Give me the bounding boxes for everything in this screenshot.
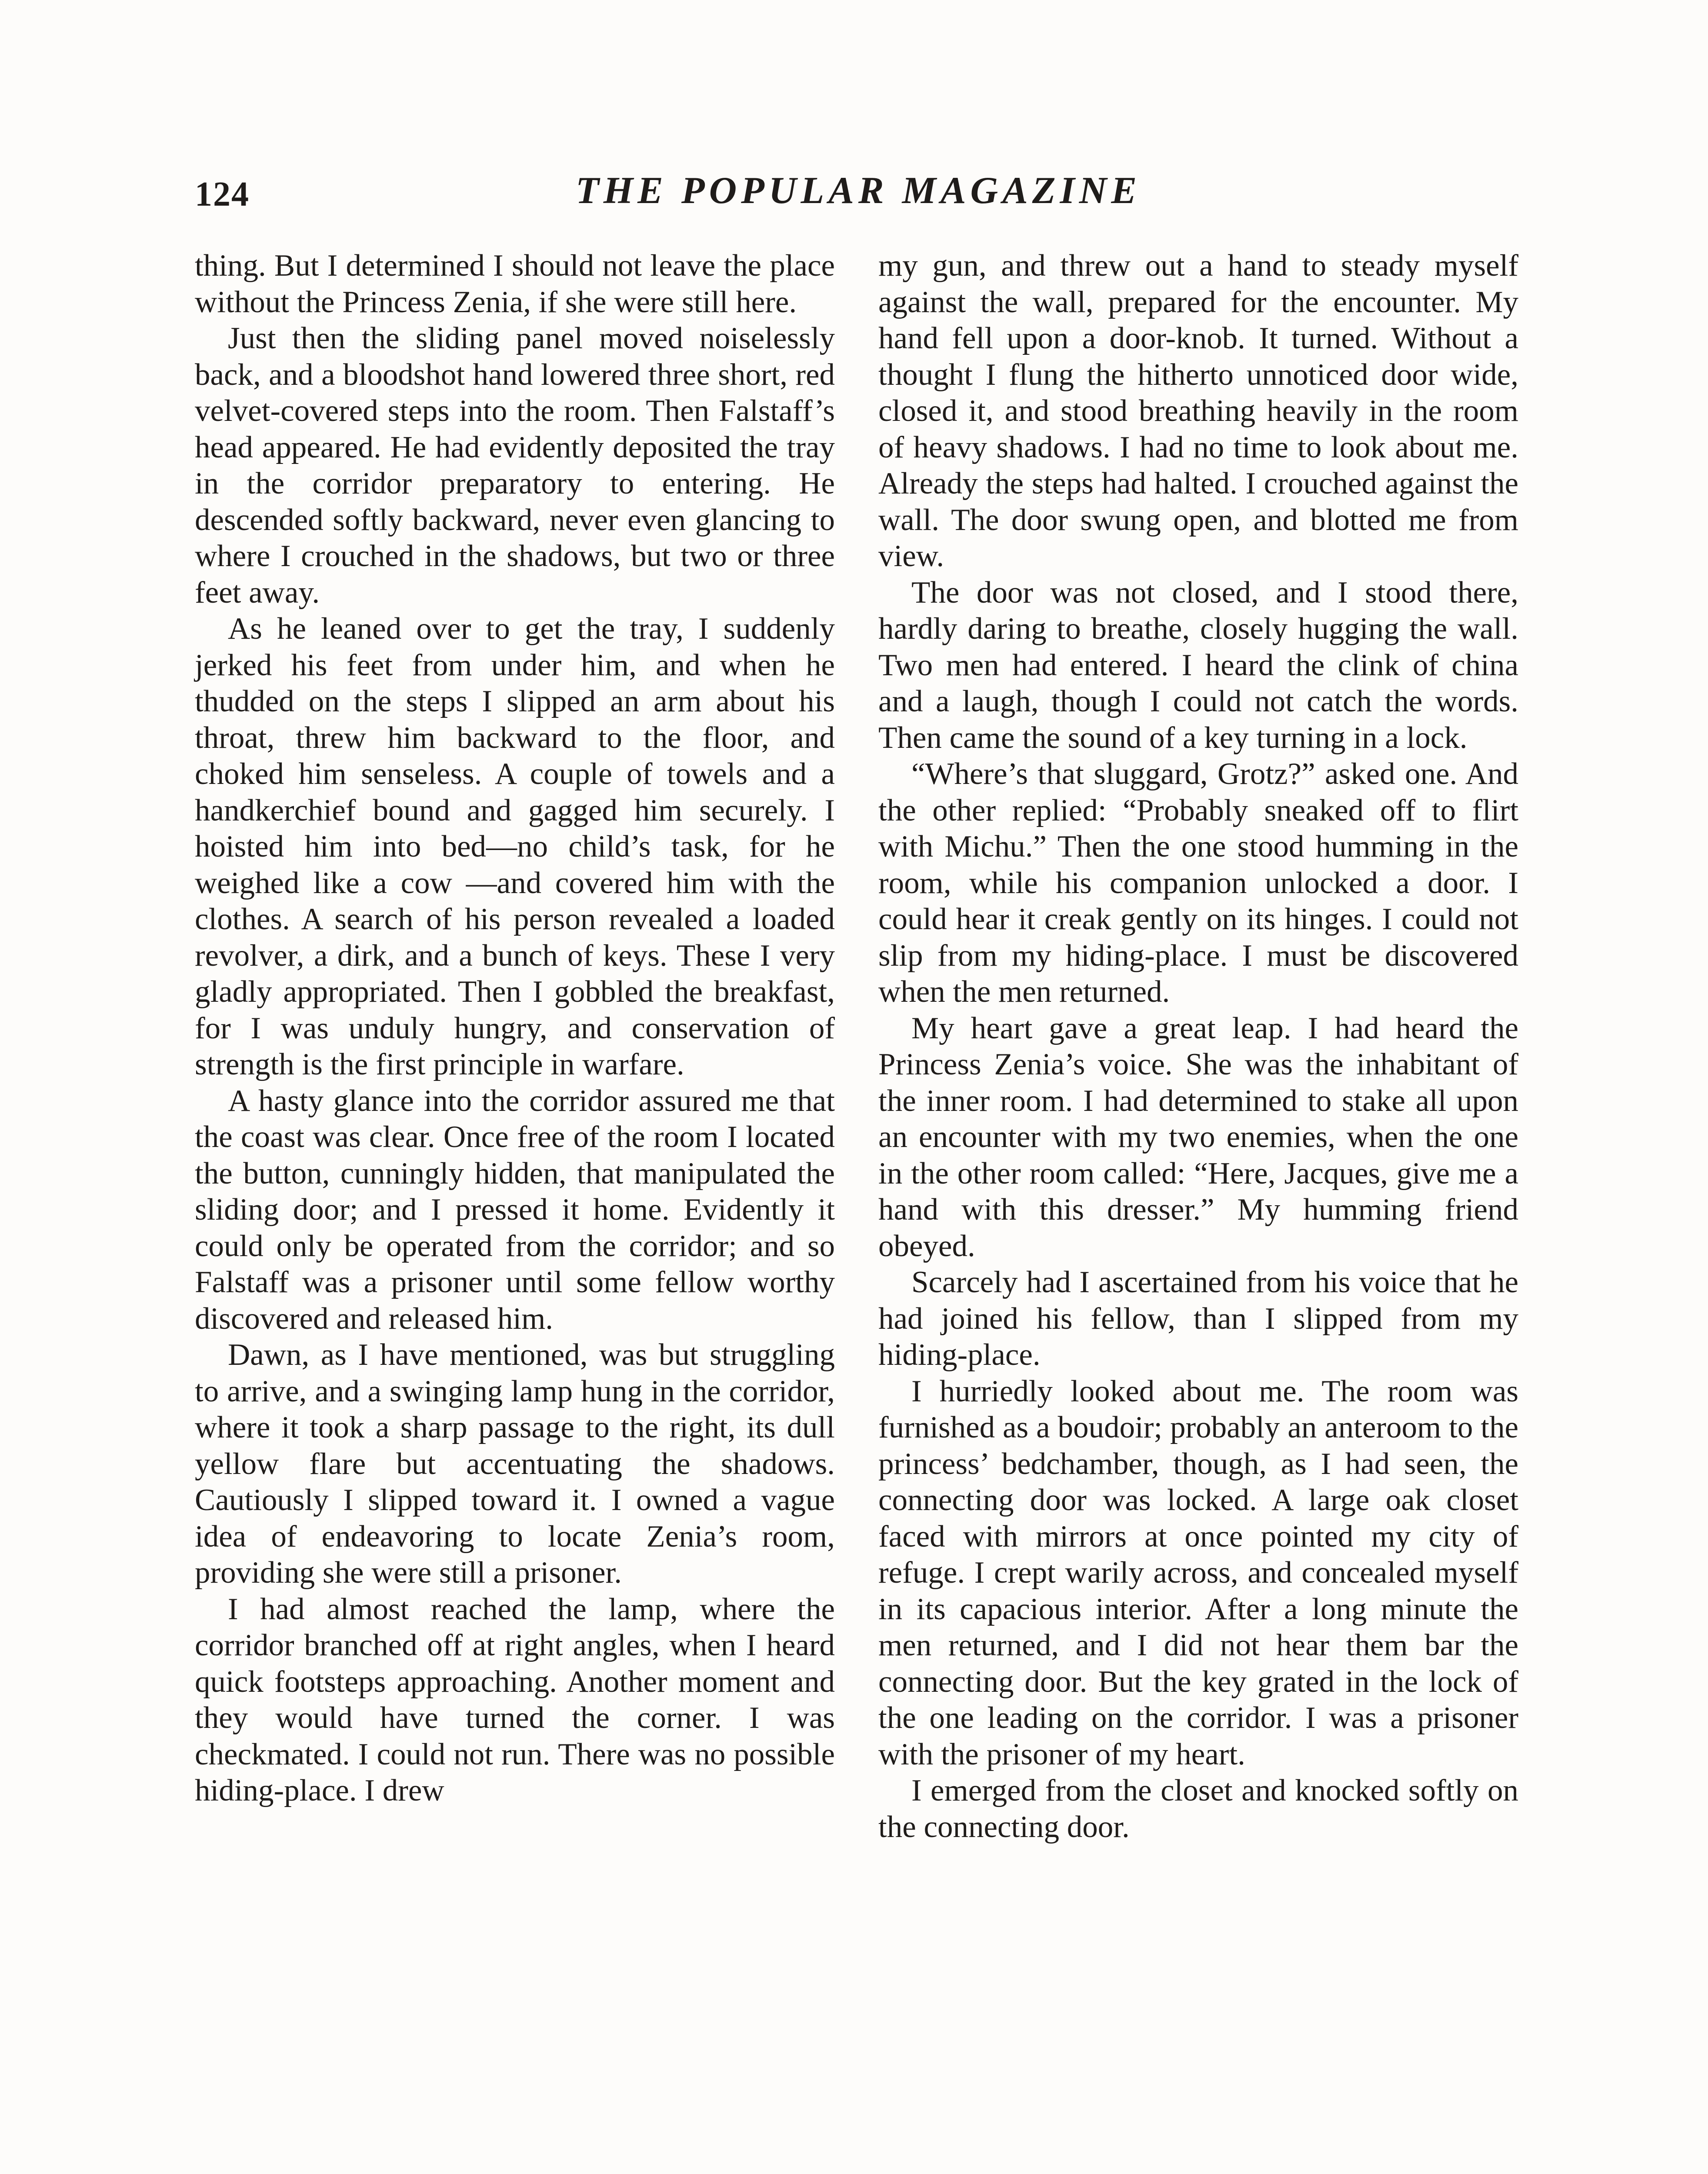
paragraph: thing. But I determined I should not leave the place without the Princess Zenia, if she were still here. [195, 249, 835, 319]
page-header [195, 169, 1522, 230]
paragraph: Scarcely had I ascertained from his voice that he had joined his fellow, than I slipped from my hiding-place. [878, 1265, 1518, 1372]
left-column [195, 248, 835, 1809]
paragraph: “Where’s that sluggard, Grotz?” asked one. And the other replied: “Probably sneaked off to flirt with Michu.” Then the one stood humming in the room, while his companion unlocked a door. I could hear it creak gently on its hinges. I could not slip from my hiding-place. I must be discovered when the men returned. [878, 757, 1518, 1009]
paragraph: my gun, and threw out a hand to steady myself against the wall, prepared for the encounter. My hand fell upon a door-knob. It turned. Without a thought I flung the hitherto unnoticed door wide, closed it, and stood breathing heavily in the room of heavy shadows. I had no time to look about me. Already the steps had halted. I crouched against the wall. The door swung open, and blotted me from view. [878, 249, 1518, 573]
paragraph: A hasty glance into the corridor assured me that the coast was clear. Once free of the room I located the button, cunningly hidden, that manipulated the sliding door; and I pressed it home. Evidently it could only be operated from the corridor; and so Falstaff was a prisoner until some fellow worthy discovered and released him. [195, 1084, 835, 1336]
paragraph: As he leaned over to get the tray, I suddenly jerked his feet from under him, and when he thudded on the steps I slipped an arm about his throat, threw him backward to the floor, and choked him senseless. A couple of towels and a handkerchief bound and gagged him securely. I hoisted him into bed—no child’s task, for he weighed like a cow —and covered him with the clothes. A search of his person revealed a loaded revolver, a dirk, and a bunch of keys. These I very gladly appropriated. Then I gobbled the breakfast, for I was unduly hungry, and conservation of strength is the first principle in warfare. [195, 612, 835, 1081]
paragraph: Just then the sliding panel moved noiselessly back, and a bloodshot hand lowered three short, red velvet-covered steps into the room. Then Falstaff’s head appeared. He had evidently deposited the tray in the corridor preparatory to entering. He descended softly backward, never even glancing to where I crouched in the shadows, but two or three feet away. [195, 321, 835, 610]
paragraph: I emerged from the closet and knocked softly on the connecting door. [878, 1774, 1518, 1844]
page-number: 124 [195, 175, 250, 213]
paragraph: I hurriedly looked about me. The room was furnished as a boudoir; probably an anteroom to the princess’ bedchamber, though, as I had seen, the connecting door was locked. A large oak closet faced with mirrors at once pointed my city of refuge. I crept warily across, and concealed myself in its capacious interior. After a long minute the men returned, and I did not hear them bar the connecting door. But the key grated in the lock of the one leading on the corridor. I was a prisoner with the prisoner of my heart. [878, 1374, 1518, 1771]
paragraph: I had almost reached the lamp, where the corridor branched off at right angles, when I heard quick footsteps approaching. Another moment and they would have turned the corner. I was checkmated. I could not run. There was no possible hiding-place. I drew [195, 1592, 835, 1807]
right-column [878, 248, 1518, 1845]
magazine-title: THE POPULAR MAGAZINE [575, 170, 1141, 212]
paragraph: My heart gave a great leap. I had heard the Princess Zenia’s voice. She was the inhabitant of the inner room. I had determined to stake all upon an encounter with my two enemies, when the one in the other room called: “Here, Jacques, give me a hand with this dresser.” My humming friend obeyed. [878, 1011, 1518, 1263]
paragraph: Dawn, as I have mentioned, was but struggling to arrive, and a swinging lamp hung in the corridor, where it took a sharp passage to the right, its dull yellow flare but accentuating the shadows. Cautiously I slipped toward it. I owned a vague idea of endeavoring to locate Zenia’s room, providing she were still a prisoner. [195, 1338, 835, 1590]
paragraph: The door was not closed, and I stood there, hardly daring to breathe, closely hugging the wall. Two men had entered. I heard the clink of china and a laugh, though I could not catch the words. Then came the sound of a key turning in a lock. [878, 575, 1518, 755]
